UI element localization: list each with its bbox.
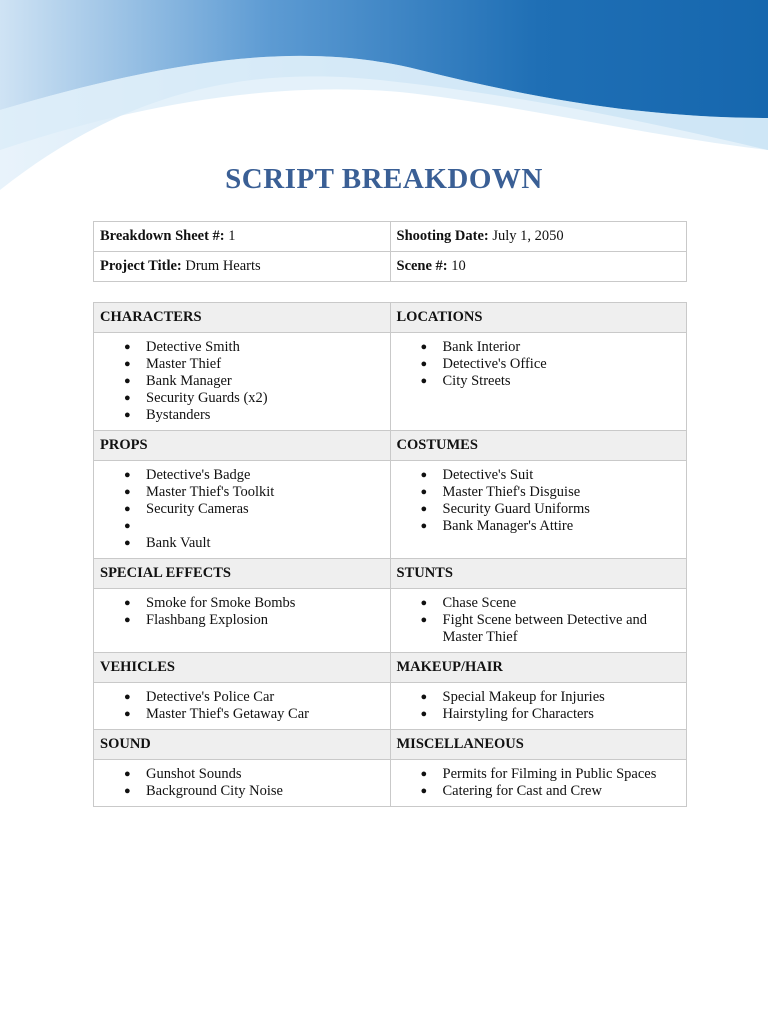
miscellaneous-list (397, 766, 681, 800)
list-item: ● Master Thief's Getaway Car (100, 706, 384, 723)
sound-cell (94, 760, 391, 807)
vehicles-list (100, 689, 384, 723)
project-title-value: Drum Hearts (185, 258, 261, 274)
list-item: ● Bank Vault (100, 535, 384, 552)
stunts-list (397, 595, 681, 646)
scene-label: Scene #: (396, 258, 448, 274)
list-item: ● Permits for Filming in Public Spaces (397, 766, 681, 783)
locations-cell (390, 333, 687, 431)
shooting-date-value: July 1, 2050 (492, 228, 564, 244)
locations-list (397, 339, 681, 390)
costumes-cell (390, 461, 687, 559)
list-item: ● Special Makeup for Injuries (397, 689, 681, 706)
list-item: ● Security Guards (x2) (100, 390, 384, 407)
characters-cell (94, 333, 391, 431)
breakdown-grid (93, 302, 687, 807)
costumes-list (397, 467, 681, 535)
vehicles-cell (94, 683, 391, 730)
characters-header: CHARACTERS (94, 303, 391, 333)
project-title-cell (94, 252, 391, 282)
scene-value: 10 (451, 258, 466, 274)
special-effects-cell (94, 589, 391, 653)
list-item: ● Bank Manager's Attire (397, 518, 681, 535)
shooting-date-cell (390, 222, 687, 252)
miscellaneous-cell (390, 760, 687, 807)
list-item: ● Master Thief's Disguise (397, 484, 681, 501)
list-item: ● Detective's Office (397, 356, 681, 373)
characters-list (100, 339, 384, 424)
stunts-header: STUNTS (390, 559, 687, 589)
vehicles-header: VEHICLES (94, 653, 391, 683)
sound-list (100, 766, 384, 800)
list-item: ● Security Cameras (100, 501, 384, 518)
list-item: ● Security Guard Uniforms (397, 501, 681, 518)
scene-cell (390, 252, 687, 282)
breakdown-sheet-value: 1 (228, 228, 236, 244)
list-item (100, 518, 384, 535)
special-effects-list (100, 595, 384, 629)
list-item: ● Detective Smith (100, 339, 384, 356)
list-item: ● Flashbang Explosion (100, 612, 384, 629)
list-item: ● Smoke for Smoke Bombs (100, 595, 384, 612)
list-item: ● Fight Scene between Detective and Master Thief (397, 612, 681, 646)
project-title-label: Project Title: (100, 258, 182, 274)
page-title: SCRIPT BREAKDOWN (225, 163, 543, 195)
list-item: ● Master Thief (100, 356, 384, 373)
list-item: ● Master Thief's Toolkit (100, 484, 384, 501)
list-item: ● Bystanders (100, 407, 384, 424)
sound-header: SOUND (94, 730, 391, 760)
list-item: ● Detective's Badge (100, 467, 384, 484)
makeup-hair-list (397, 689, 681, 723)
locations-header: LOCATIONS (390, 303, 687, 333)
list-item: ● City Streets (397, 373, 681, 390)
shooting-date-label: Shooting Date: (396, 228, 489, 244)
list-item: ● Bank Manager (100, 373, 384, 390)
list-item: ● Bank Interior (397, 339, 681, 356)
special-effects-header: SPECIAL EFFECTS (94, 559, 391, 589)
list-item: ● Detective's Suit (397, 467, 681, 484)
costumes-header: COSTUMES (390, 431, 687, 461)
list-item: ● Gunshot Sounds (100, 766, 384, 783)
list-item: ● Detective's Police Car (100, 689, 384, 706)
breakdown-sheet-label: Breakdown Sheet #: (100, 228, 225, 244)
props-cell (94, 461, 391, 559)
list-item: ● Background City Noise (100, 783, 384, 800)
breakdown-sheet-cell (94, 222, 391, 252)
miscellaneous-header: MISCELLANEOUS (390, 730, 687, 760)
list-item: ● Catering for Cast and Crew (397, 783, 681, 800)
list-item: ● Chase Scene (397, 595, 681, 612)
info-table (93, 221, 687, 282)
makeup-hair-header: MAKEUP/HAIR (390, 653, 687, 683)
props-list (100, 467, 384, 552)
props-header: PROPS (94, 431, 391, 461)
stunts-cell (390, 589, 687, 653)
makeup-hair-cell (390, 683, 687, 730)
list-item: ● Hairstyling for Characters (397, 706, 681, 723)
